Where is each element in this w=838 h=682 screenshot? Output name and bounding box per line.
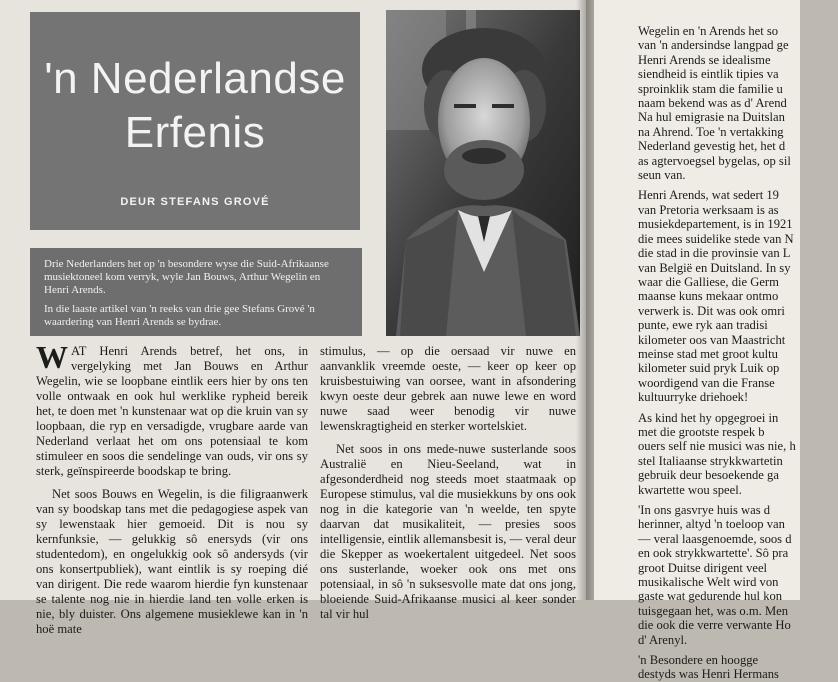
text-line: kwartette wou speel. bbox=[638, 482, 742, 497]
text-line: met die grootste respek b bbox=[638, 424, 765, 439]
drop-cap: W bbox=[36, 339, 68, 375]
portrait-photo bbox=[386, 10, 580, 336]
text-line: punte, ewe ryk aan tradisi bbox=[638, 318, 768, 333]
text-line: tuisgegaan het, was o.m. Men bbox=[638, 603, 789, 618]
text-line: woordigend van die Franse bbox=[638, 375, 775, 390]
text-line: d' Arenyl. bbox=[638, 632, 688, 647]
text-line: gebruik deur besoekende ga bbox=[638, 468, 779, 483]
body-column-2 bbox=[320, 344, 576, 622]
intro-paragraph-1: Drie Nederlanders het op 'n besondere wyse die Suid-Afrikaanse musiektoneel kom verryk, wyle Jan Bouws, Arthur Wegelin en Henri Arends. bbox=[44, 258, 329, 296]
text-line: naam bekend was as d' Arend bbox=[638, 96, 787, 111]
body-column-3 bbox=[638, 24, 838, 682]
article-title bbox=[30, 52, 360, 160]
intro-box bbox=[30, 248, 362, 336]
body-column-1 bbox=[36, 339, 308, 637]
text-line: die stad in die provinsie van L bbox=[638, 246, 791, 261]
body-paragraph-3: stimulus, — op die oersaad vir nuwe en aanvanklik vreemde oeste, — keer op keer op kruisbestuiwing van oorsee, want in afsondering kwyn oeste deur gebrek aan nuwe lewe en word nuwe saad weer benodig vir nuwe lewenskragtigheid en sterker wortelskiet. bbox=[320, 344, 576, 433]
text-line: seun van. bbox=[638, 168, 686, 183]
text-line: kilometer oos van Maastricht bbox=[638, 332, 786, 347]
text-line: destyds was Henri Hermans bbox=[638, 667, 779, 682]
body-paragraph-4: Net soos in ons mede-nuwe susterlande soos Australië en Nieu-Seeland, wat in afgesonderdheid nog steeds moet staatmaak op Europese stimulus, val die musiekkuns by ons ook nog in die kategorie van 'n weelde, ten spyte daarvan dat musikaliteit, — presies soos intelligensie, eintlik allemansbesit is, — veral deur die Skepper as woekertalent uitgedeel. Net soos ons susterlande, woeker ook ons met ons potensiaal, in sô 'n suksesvolle mate dat ons jong, bloeiende Suid-Afrikaanse musici al keer sonder tal vir hul bbox=[320, 442, 577, 621]
text-line: van 'n andersindse langpad ge bbox=[638, 38, 789, 53]
text-line: As kind het hy opgegroei in bbox=[638, 410, 779, 425]
text-line: musikalische Welt wird von bbox=[638, 575, 779, 590]
text-line: Henri Arends se idealisme bbox=[638, 52, 771, 67]
title-line-2: Erfenis bbox=[124, 108, 266, 157]
text-line: siendheid is eintlik tipies va bbox=[638, 67, 779, 82]
text-line: musiekdepartement, is in 1921 bbox=[638, 217, 793, 232]
right-page bbox=[594, 0, 800, 682]
text-line: van Pretoria werksaam is as bbox=[638, 202, 779, 217]
text-line: groot Duitse dirigent veel bbox=[638, 560, 768, 575]
text-line: stel Italiaanse strykkwartetin bbox=[638, 453, 783, 468]
text-line: die ook die verre verwante Ho bbox=[638, 618, 791, 633]
text-line: ouers self nie musici was nie, h bbox=[638, 439, 796, 454]
intro-paragraph-2: In die laaste artikel van 'n reeks van drie gee Stefans Grové 'n waardering van Henri Arends se bydrae. bbox=[44, 303, 315, 328]
text-line: waar die Galliese, die Germ bbox=[638, 274, 779, 289]
title-line-1: 'n Nederlandse bbox=[44, 54, 346, 103]
body-paragraph-1-text: AT Henri Arends betref, het ons, in vergelyking met Jan Bouws en Arthur Wegelin, wie se loopbane eintlik eers hier by ons ten volle ontwaak en ook hul werklike rypheid bereik het, te doen met 'n kunstenaar wat op die kruin van sy loopbaan, die ryp en versadigde, vrugbare aarde van Nederland verlaat het om ons potensiaal te kom stimuleer en soos die sendelinge van ouds, vir ons sy sterk, geïnspireerde boodskap te bring. bbox=[36, 344, 308, 478]
text-line: gaste wat gedurende hul kon bbox=[638, 589, 783, 604]
text-line: Na hul emigrasie na Duitslan bbox=[638, 110, 785, 125]
text-line: meinse stad met groot kultu bbox=[638, 346, 778, 361]
text-line: as agtervoegsel bygelas, op sil bbox=[638, 153, 791, 168]
text-line: sproinklik stam die familie u bbox=[638, 81, 783, 96]
text-line: 'In ons gasvrye huis was d bbox=[638, 503, 771, 517]
text-line: Henri Arends, wat sedert 19 bbox=[638, 188, 779, 203]
text-line: kilometer suid pryk Luik op bbox=[638, 361, 780, 376]
text-line: na Ahrend. Toe 'n vertakking bbox=[638, 124, 784, 139]
text-line: verwerk is. Dit was ook omri bbox=[638, 303, 785, 318]
text-line: maanse kuns mekaar ontmo bbox=[638, 289, 779, 304]
text-line: van België en Duitsland. In sy bbox=[638, 260, 791, 275]
text-line: Wegelin en 'n Arends het so bbox=[638, 24, 779, 38]
text-line: herinner, altyd 'n toeloop van bbox=[638, 517, 785, 532]
portrait-illustration bbox=[386, 10, 580, 336]
text-line: en ook strykkwartette'. Sô pra bbox=[638, 546, 789, 561]
body-paragraph-1 bbox=[36, 339, 308, 479]
byline: DEUR STEFANS GROVÉ bbox=[120, 196, 270, 208]
body-paragraph-2: Net soos Bouws en Wegelin, is die filigraanwerk van sy boodskap tans met die pedagogiese aspek van sy lewenstaak hier gemoeid. Dit is nou sy kernfunksie, — gelukkig sô enersyds (vir ons studentedom), en ongelukkig ook sô andersyds (vir ons konsertpubliek), want eintlik is sy roeping dié van dirigent. Die rede waarom hierdie fyn kunstenaar se talente nog nie in hierdie land ten volle erken is nie, bly duister. Ons algemene musieklewe kan in 'n hoë mate bbox=[36, 487, 308, 636]
text-line: Nederland gevestig het, het d bbox=[638, 139, 786, 154]
text-line: 'n Besondere en hoogge bbox=[638, 653, 759, 668]
text-line: kultuurryke driehoek! bbox=[638, 390, 749, 405]
text-line: die mees suidelike stede van N bbox=[638, 231, 794, 246]
book-gutter bbox=[576, 0, 594, 600]
text-line: — veral laasgenoemde, soos d bbox=[638, 531, 792, 546]
title-box bbox=[30, 12, 360, 230]
